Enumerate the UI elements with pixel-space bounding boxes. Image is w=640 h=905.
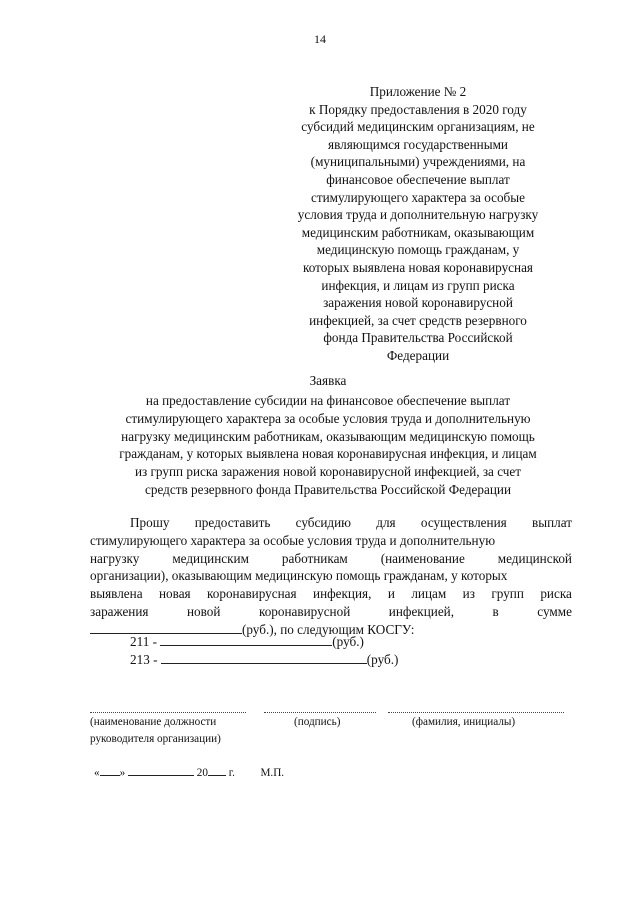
appendix-line: медицинскую помощь гражданам, у [316,242,520,258]
appendix-line: субсидий медицинским организациям, не [301,119,535,135]
appendix-header [262,83,574,365]
word: выявлена [90,586,143,602]
word: (наименование [380,550,465,566]
word: нагрузку [90,550,140,566]
body-line-5 [90,585,572,603]
body-line-1 [90,514,572,532]
word: субсидию [295,515,351,530]
page-number: 14 [314,32,326,46]
word: осуществления [420,515,507,530]
request-subtitle-line: из групп риска заражения новой коронавирусной инфекцией, за счет [134,464,522,480]
position-label-1: (наименование должности [90,716,217,728]
body-line-3 [90,550,572,568]
word: в [492,603,499,619]
word: новой [187,603,221,619]
request-body [90,514,572,639]
signature-label: (подпись) [294,716,341,728]
close-quote: » [119,767,126,779]
appendix-line: к Порядку предоставления в 2020 году [309,101,527,117]
appendix-line: стимулирующего характера за особые [311,189,525,205]
appendix-line: (муниципальными) учреждениями, на [310,154,526,170]
word: лицам [411,586,447,602]
kosgu-row-211 [130,633,364,650]
word: инфекция, [313,586,372,602]
request-subtitle-line: средств резервного фонда Правительства Российской Федерации [145,481,511,497]
word: медицинской [497,550,572,566]
appendix-line: условия труда и дополнительную нагрузку [297,207,539,223]
year-suffix: г. [228,767,235,779]
appendix-line: инфекция, и лицам из групп риска [321,277,515,293]
word: выплат [531,515,572,530]
request-subtitle-line: нагрузку медицинским работникам, оказывающим медицинскую помощь [121,428,535,444]
request-title: Заявка [309,373,347,388]
kosgu-unit: (руб.) [366,652,399,667]
appendix-line: которых выявлена новая коронавирусная [302,259,533,275]
body-line-6 [90,603,572,621]
request-subtitle-line: гражданам, у которых выявлена новая коронавирусная инфекция, и лицам [119,446,537,462]
appendix-line: финансовое обеспечение выплат [326,171,510,187]
kosgu-code: 213 - [130,652,158,667]
word: Прошу [130,515,170,530]
year-field[interactable] [208,765,226,776]
word: из [462,586,475,602]
body-line-2: стимулирующего характера за особые условия труда и дополнительную [90,532,496,548]
position-line[interactable] [90,712,246,713]
kosgu-213-field[interactable] [161,651,367,664]
appendix-line: фонда Правительства Российской [323,330,513,346]
position-label-2: руководителя организации) [90,733,221,745]
request-subtitle-line: стимулирующего характера за особые условия труда и дополнительную [125,410,531,426]
word: работникам [281,550,348,566]
signature-line[interactable] [264,712,376,713]
word: групп [491,586,524,602]
stamp-label: М.П. [260,767,285,779]
kosgu-code: 211 - [130,634,157,649]
word: для [376,515,396,530]
request-subtitle-line: на предоставление субсидии на финансовое обеспечение выплат [145,393,511,408]
body-line-4: организации), оказывающим медицинскую помощь гражданам, у которых [90,568,508,584]
amount-field[interactable] [90,621,242,634]
body-line-7-text: (руб.), по следующим КОСГУ: [242,621,415,637]
kosgu-unit: (руб.) [332,634,364,649]
word: риска [540,586,572,602]
appendix-line: инфекцией, за счет средств резервного [309,312,527,328]
open-quote: « [94,767,100,779]
word: коронавирусной [258,603,351,619]
name-line[interactable] [388,712,564,713]
kosgu-211-field[interactable] [160,633,332,646]
word: сумме [537,603,572,619]
year-prefix: 20 [196,767,208,779]
word: медицинским [172,550,249,566]
word: инфекцией, [388,603,455,619]
word: предоставить [194,515,271,530]
date-line [94,765,284,779]
word: заражения [90,603,149,619]
appendix-line: Федерации [386,347,450,363]
word: коронавирусная [207,586,297,602]
appendix-line: медицинским работникам, оказывающим [301,224,535,240]
day-field[interactable] [100,765,120,776]
request-subtitle [84,392,572,499]
word: и [387,586,395,602]
kosgu-row-213 [130,651,398,668]
appendix-line: являющимся государственными [328,136,508,152]
appendix-line: заражения новой коронавирусной [323,295,513,311]
name-label: (фамилия, инициалы) [412,716,516,728]
appendix-line: Приложение № 2 [369,84,467,99]
word: новая [158,586,191,602]
month-field[interactable] [128,765,194,776]
